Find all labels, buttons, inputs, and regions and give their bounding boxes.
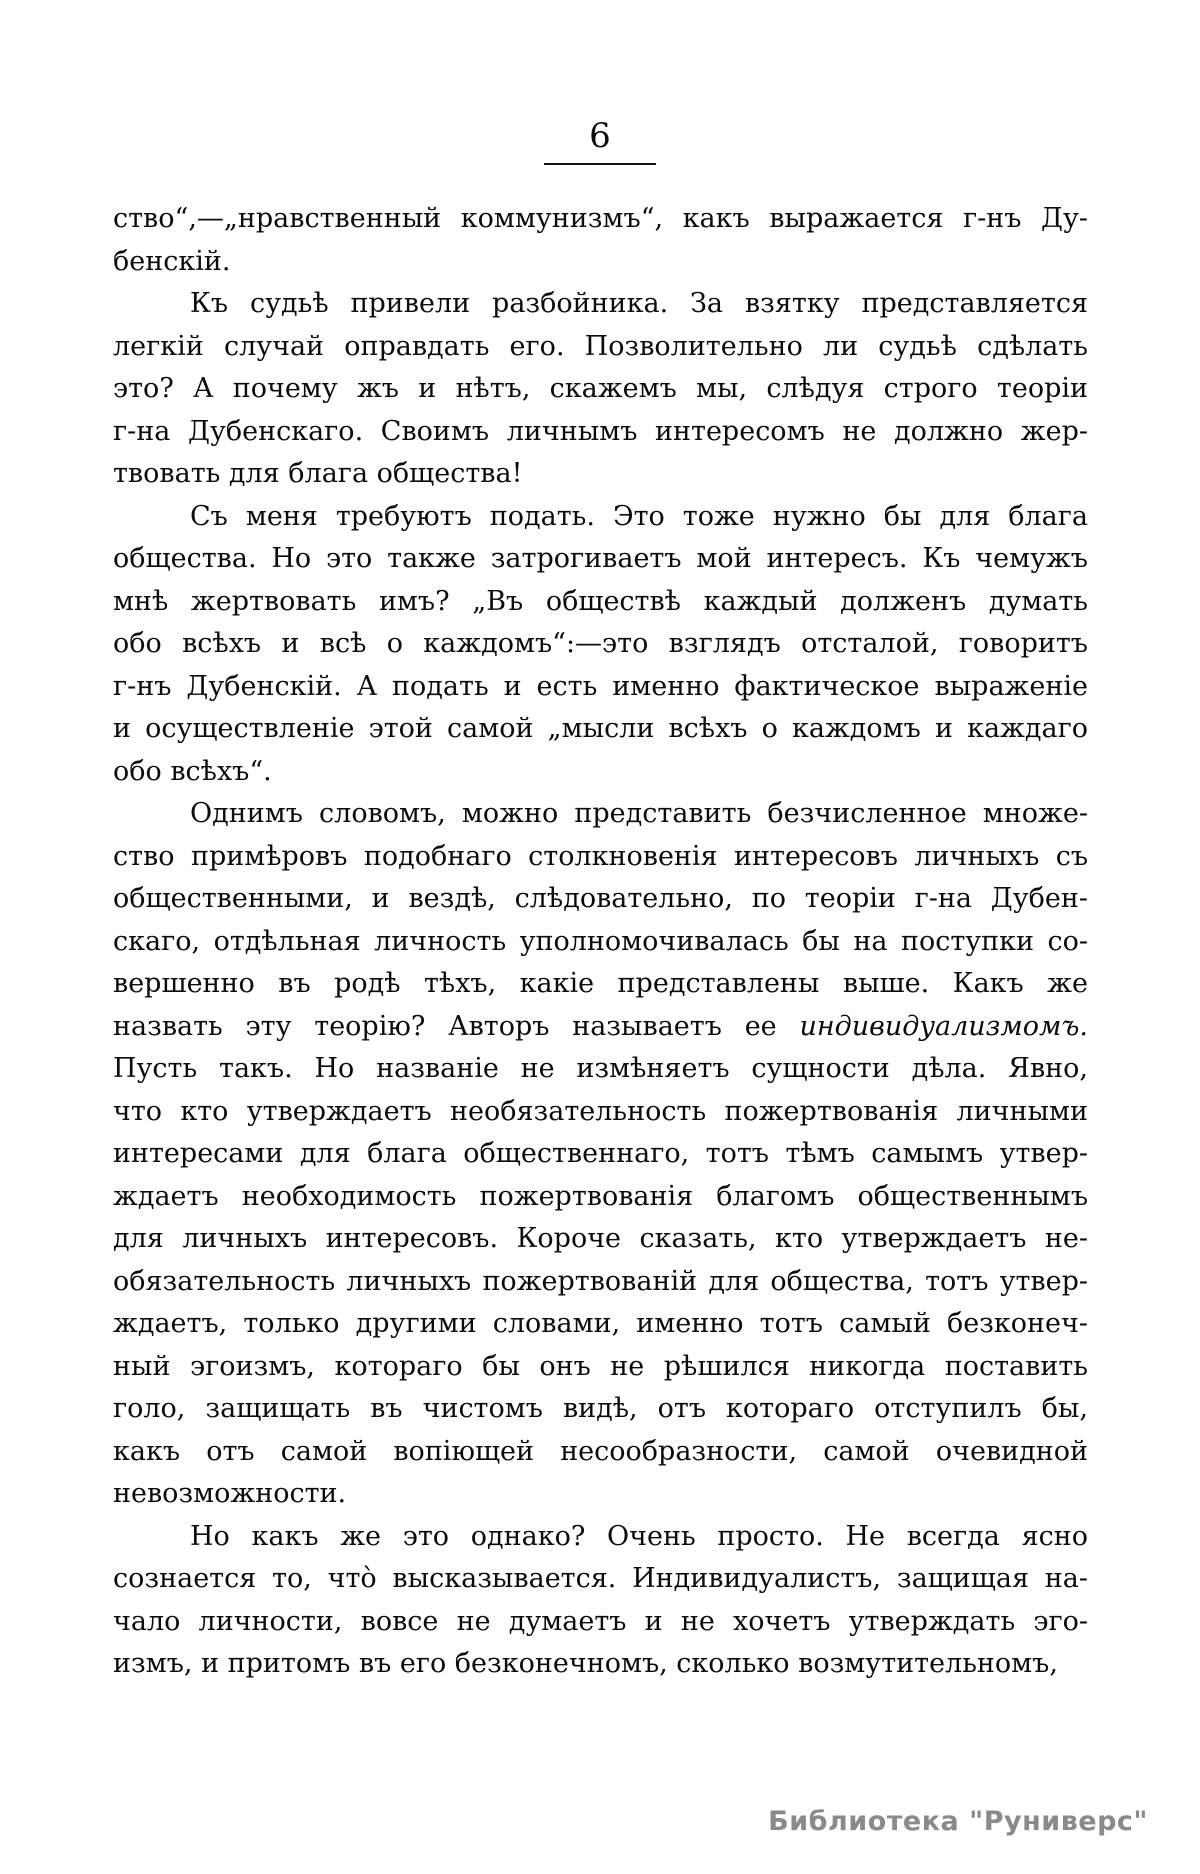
text-line: обязательность личныхъ пожертвованій для общества, тотъ утвер- — [113, 1265, 1088, 1297]
paragraph — [113, 496, 1088, 794]
text-line: интересами для блага общественнаго, тотъ тѣмъ самымъ утвер- — [113, 1138, 1088, 1169]
text-line: бенскій. — [113, 245, 231, 277]
text-line: что кто утверждаетъ необязательность пожертвованія личными — [113, 1095, 1088, 1127]
text-line: ство примѣровъ подобнаго столкновенія интересовъ личныхъ съ — [113, 840, 1088, 872]
text-line: Пусть такъ. Но названіе не измѣняетъ сущности дѣла. Явно, — [113, 1053, 1088, 1084]
text-line: ный эгоизмъ, котораго бы онъ не рѣшился никогда поставить — [113, 1350, 1088, 1382]
italic-term: индивидуализмомъ. — [799, 1010, 1088, 1042]
text-line: Съ меня требуютъ подать. Это тоже нужно бы для блага — [190, 500, 1088, 532]
text-line: твовать для блага общества! — [113, 458, 523, 489]
text-line: Но какъ же это однако? Очень просто. Не всегда ясно — [190, 1520, 1088, 1552]
text-line: общественными, и вездѣ, слѣдовательно, по теоріи г-на Дубен- — [113, 883, 1088, 914]
paragraph — [113, 793, 1088, 1516]
paragraph — [113, 283, 1088, 496]
paragraph — [113, 198, 1088, 283]
text-line: ждаетъ, только другими словами, именно тотъ самый безконеч- — [113, 1308, 1088, 1339]
paragraph — [113, 1516, 1088, 1686]
text-line: скаго, отдѣльная личность уполномочивалась бы на поступки со- — [113, 925, 1088, 957]
page-number-rule — [544, 163, 656, 165]
text-line: вершенно въ родѣ тѣхъ, какіе представлены выше. Какъ же — [113, 968, 1088, 999]
text-line: голо, защищать въ чистомъ видѣ, отъ котораго отступилъ бы, — [113, 1393, 1088, 1424]
text-line: г-на Дубенскаго. Своимъ личнымъ интересомъ не должно жер- — [113, 415, 1088, 447]
text-line: невозможности. — [113, 1478, 347, 1509]
text-segment: назвать эту теорію? Авторъ называетъ ее — [113, 1010, 800, 1042]
text-line: Къ судьѣ привели разбойника. За взятку представляется — [190, 288, 1088, 319]
text-line: Однимъ словомъ, можно представить безчисленное множе- — [190, 798, 1088, 829]
text-line: чало личности, вовсе не думаетъ и не хочетъ утверждать эго- — [113, 1605, 1088, 1637]
text-line: легкій случай оправдать его. Позволительно ли судьѣ сдѣлать — [113, 330, 1088, 362]
text-line: измъ, и притомъ въ его безконечномъ, сколько возмутительномъ, — [113, 1648, 1058, 1679]
text-line: обо всѣхъ и всѣ о каждомъ“:—это взглядъ отсталой, говоритъ — [113, 628, 1088, 659]
text-line: это? А почему жъ и нѣтъ, скажемъ мы, слѣдуя строго теоріи — [113, 373, 1088, 404]
text-line: мнѣ жертвовать имъ? „Въ обществѣ каждый долженъ думать — [113, 585, 1088, 617]
page-text — [113, 198, 1088, 1686]
text-line: общества. Но это также затрогиваетъ мой интересъ. Къ чемужъ — [113, 543, 1088, 574]
text-line: сознается то, что̀ высказывается. Индивидуалистъ, защищая на- — [113, 1563, 1088, 1594]
text-line: и осуществленіе этой самой „мысли всѣхъ о каждомъ и каждаго — [113, 713, 1088, 744]
text-line: г-нъ Дубенскій. А подать и есть именно фактическое выраженіе — [113, 670, 1088, 702]
text-line: ждаетъ необходимость пожертвованія благомъ общественнымъ — [113, 1180, 1088, 1212]
text-line — [113, 1006, 1088, 1049]
page-header — [0, 116, 1200, 165]
text-line: обо всѣхъ“. — [113, 755, 272, 787]
page-number: 6 — [589, 116, 611, 156]
text-line: какъ отъ самой вопіющей несообразности, самой очевидной — [113, 1435, 1088, 1467]
library-watermark: Библиотека "Руниверс" — [768, 1806, 1148, 1837]
text-line: ство“,—„нравственный коммунизмъ“, какъ выражается г-нъ Ду- — [113, 203, 1088, 234]
text-line: для личныхъ интересовъ. Короче сказать, кто утверждаетъ не- — [113, 1223, 1088, 1254]
